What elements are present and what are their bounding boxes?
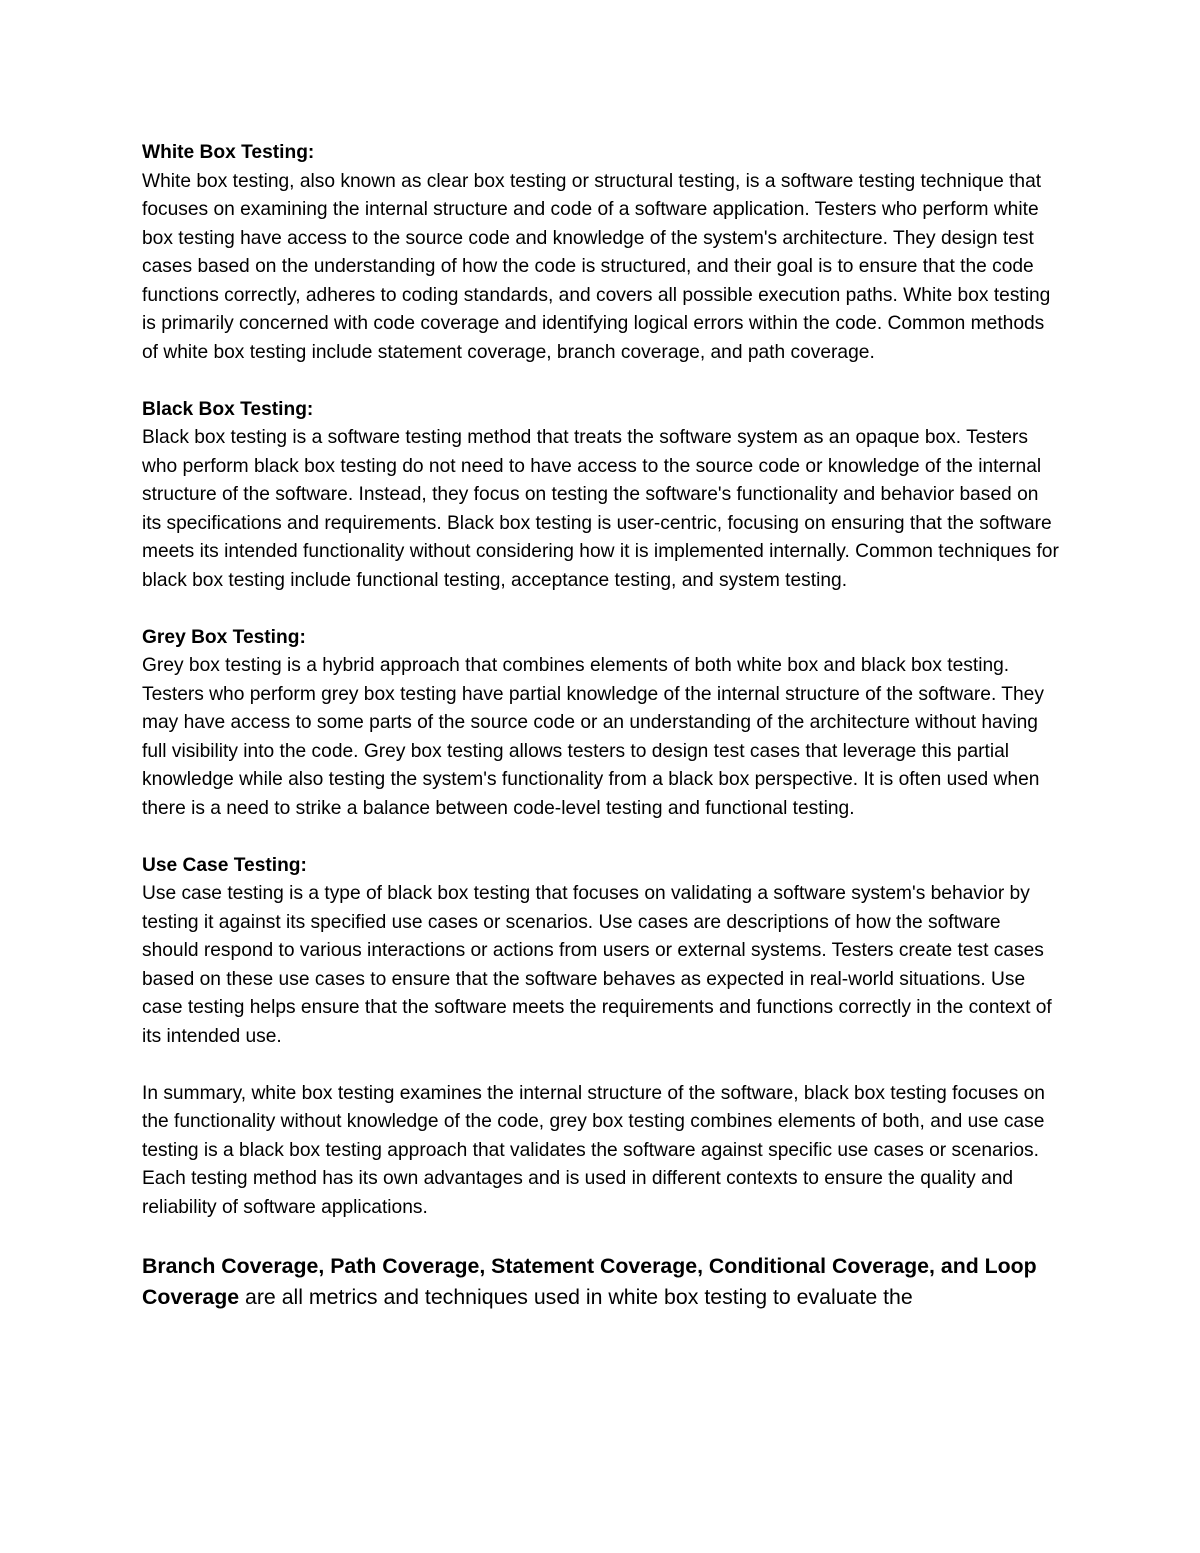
section-body: Black box testing is a software testing method that treats the software system as an opaque box. Testers who perform black box testing do not need to have access to the source code or knowledge of the internal structure of the software. Instead, they focus on testing the software's functionality and behavior based on its specifications and requirements. Black box testing is user-centric, focusing on ensuring that the software meets its intended functionality without considering how it is implemented internally. Common techniques for black box testing include functional testing, acceptance testing, and system testing. <box>142 427 1059 591</box>
section-heading: Black Box Testing: <box>142 398 314 420</box>
document-content <box>142 139 1062 1314</box>
section-heading: White Box Testing: <box>142 142 315 163</box>
summary-paragraph: In summary, white box testing examines the internal structure of the software, black box testing focuses on the functionality without knowledge of the code, grey box testing combines elements of both, and use case testing is a black box testing approach that validates the software against specific use cases or scenarios. Each testing method has its own advantages and is used in different contexts to ensure the quality and reliability of software applications. <box>142 1082 1045 1218</box>
section-black-box <box>142 396 1062 596</box>
section-heading: Grey Box Testing: <box>142 626 306 648</box>
coverage-text: are all metrics and techniques used in white box testing to evaluate the <box>239 1285 913 1309</box>
section-body: Grey box testing is a hybrid approach that combines elements of both white box and black box testing. Testers who perform grey box testing have partial knowledge of the internal structure of the software. They may have access to some parts of the source code or an understanding of the architecture without having full visibility into the code. Grey box testing allows testers to design test cases that leverage this partial knowledge while also testing the system's functionality from a black box perspective. It is often used when there is a need to strike a balance between code-level testing and functional testing. <box>142 655 1044 819</box>
section-grey-box <box>142 624 1062 824</box>
coverage-terms: Branch Coverage, Path Coverage, Statement Coverage, Conditional Coverage, and Loop Coverage <box>142 1253 1037 1309</box>
section-body: White box testing, also known as clear box testing or structural testing, is a software testing technique that focuses on examining the internal structure and code of a software application. Testers who perform white box testing have access to the source code and knowledge of the system's architecture. They design test cases based on the understanding of how the code is structured, and their goal is to ensure that the code functions correctly, adheres to coding standards, and covers all possible execution paths. White box testing is primarily concerned with code coverage and identifying logical errors within the code. Common methods of white box testing include statement coverage, branch coverage, and path coverage. <box>142 170 1051 363</box>
section-white-box <box>142 139 1062 367</box>
section-body: Use case testing is a type of black box testing that focuses on validating a software system's behavior by testing it against its specified use cases or scenarios. Use cases are descriptions of how the software should respond to various interactions or actions from users or external systems. Testers create test cases based on these use cases to ensure that the software behaves as expected in real-world situations. Use case testing helps ensure that the software meets the requirements and functions correctly in the context of its intended use. <box>142 883 1052 1047</box>
section-heading: Use Case Testing: <box>142 854 307 876</box>
coverage-paragraph <box>142 1251 1062 1314</box>
section-use-case <box>142 852 1062 1052</box>
